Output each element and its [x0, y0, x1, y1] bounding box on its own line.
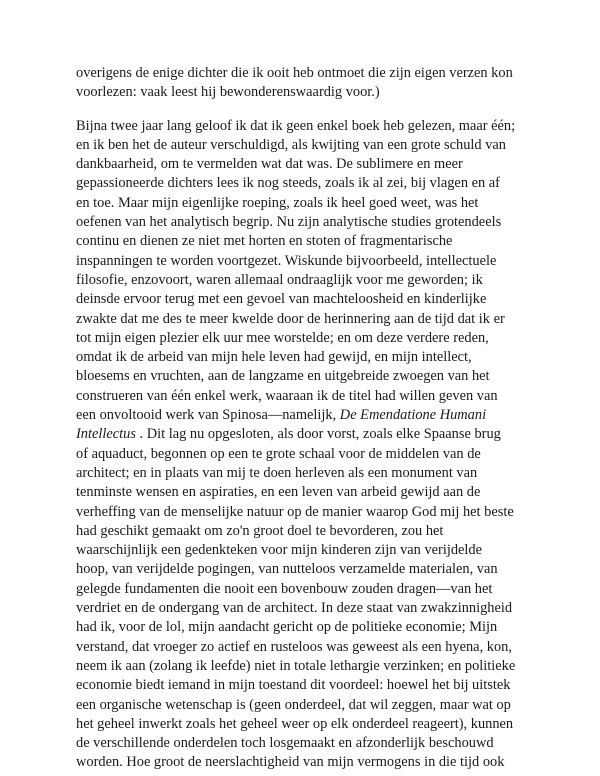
text-line: waarschijnlijk een gedenkteken voor mijn kinderen zijn van verijdelde: [76, 542, 482, 559]
text-line: architect; en in plaats van mij te doen herleven als een monument van: [76, 464, 478, 481]
text-line: inspanningen te worden voortgezet. Wiskunde bijvoorbeeld, intellectuele: [76, 252, 497, 269]
text-line: had geschikt gemaakt om zo'n groot doel te bevorderen, zou het: [76, 522, 444, 539]
book-title-italic: Intellectus: [76, 426, 136, 443]
text-line: verdriet en de ondergang van de architect. In deze staat van zwakzinnigheid: [76, 600, 513, 617]
text-line: het geheel inwerkt zoals het geheel weer op elk onderdeel reageert), kunnen: [76, 715, 514, 732]
text-line: bloesems en vruchten, aan de langzame en uitgebreide zwoegen van het: [76, 368, 490, 385]
text-line: de verschillende onderdelen toch losgemaakt en afzonderlijk beschouwd: [76, 735, 494, 752]
text-line: had ik, voor de lol, mijn aandacht gericht op de politieke economie; Mijn: [76, 619, 498, 636]
text-fragment: . Dit lag nu opgesloten, als door vorst, zoals elke Spaanse brug: [135, 426, 501, 443]
text-fragment: een onvoltooid werk van Spinosa—namelijk,: [76, 407, 337, 424]
text-line: gelegde fundamenten die nooit een bovenbouw zouden dragen—van het: [76, 580, 493, 597]
book-title-italic: De Emendatione Humani: [339, 407, 487, 424]
text-line: een organische wetenschap is (geen onderdeel, dat wil zeggen, maar wat op: [76, 696, 511, 713]
text-line: Bijna twee jaar lang geloof ik dat ik geen enkel boek heb gelezen, maar één;: [76, 117, 516, 134]
text-line: verheffing van de menselijke natuur op de manier waarop God mij het beste: [76, 503, 514, 520]
text-line: [76, 425, 536, 444]
text-line: tenminste wensen en aspiraties, en een leven van arbeid gewijd aan de: [76, 484, 481, 501]
text-line: hoop, van verijdelde pogingen, van nutteloos verzamelde materialen, van: [76, 561, 498, 578]
paragraph-1: [76, 64, 536, 103]
text-line: economie biedt iemand in mijn toestand dit voordeel: hoewel het bij uitstek: [76, 677, 511, 694]
text-line: neem ik aan (zolang ik leefde) niet in totale lethargie verzinken; en politieke: [76, 657, 516, 674]
text-line: deinsde ervoor terug met een gevoel van machteloosheid en kinderlijke: [76, 291, 487, 308]
text-line: omdat ik de arbeid van mijn hele leven had gewijd, en mijn intellect,: [76, 349, 472, 366]
document-page: [76, 64, 536, 773]
text-line: overigens de enige dichter die ik ooit heb ontmoet die zijn eigen verzen kon: [76, 65, 513, 81]
text-line: en toe. Maar mijn eigenlijke roeping, zoals ik heel goed weet, was het: [76, 194, 479, 211]
text-line: [76, 406, 536, 425]
text-line: oefenen van het analytisch begrip. Nu zijn analytische studies grotendeels: [76, 214, 502, 231]
text-line: worden. Hoe groot de neerslachtigheid van mijn vermogens in die tijd ook: [76, 754, 505, 771]
text-line: zwakte dat me des te meer kwelde door de herinnering aan de tijd dat ik er: [76, 310, 505, 327]
paragraph-2: [76, 117, 536, 773]
text-line: continu en dienen ze niet met horten en stoten of fragmentarische: [76, 233, 453, 250]
text-line: voorlezen: vaak leest hij bewonderenswaardig voor.): [76, 84, 380, 101]
text-line: gepassioneerde dichters lees ik nog steeds, zoals ik al zei, bij vlagen en af: [76, 175, 500, 192]
text-line: en ik ben het de auteur verschuldigd, als kwijting van een grote schuld van: [76, 136, 506, 153]
text-line: of aquaduct, begonnen op een te grote schaal voor de middelen van de: [76, 445, 481, 462]
text-line: dankbaarheid, om te vermelden wat dat was. De sublimere en meer: [76, 156, 463, 173]
text-line: tot mijn eigen plezier elk uur mee worstelde; en om deze verdere reden,: [76, 329, 489, 346]
text-line: filosofie, enzovoort, waren allemaal ondraaglijk voor me geworden; ik: [76, 271, 483, 288]
text-line: verstand, dat vroeger zo actief en rusteloos was geweest als een hyena, kon,: [76, 638, 512, 655]
text-line: construeren van één enkel werk, waaraan ik de titel had willen geven van: [76, 387, 498, 404]
